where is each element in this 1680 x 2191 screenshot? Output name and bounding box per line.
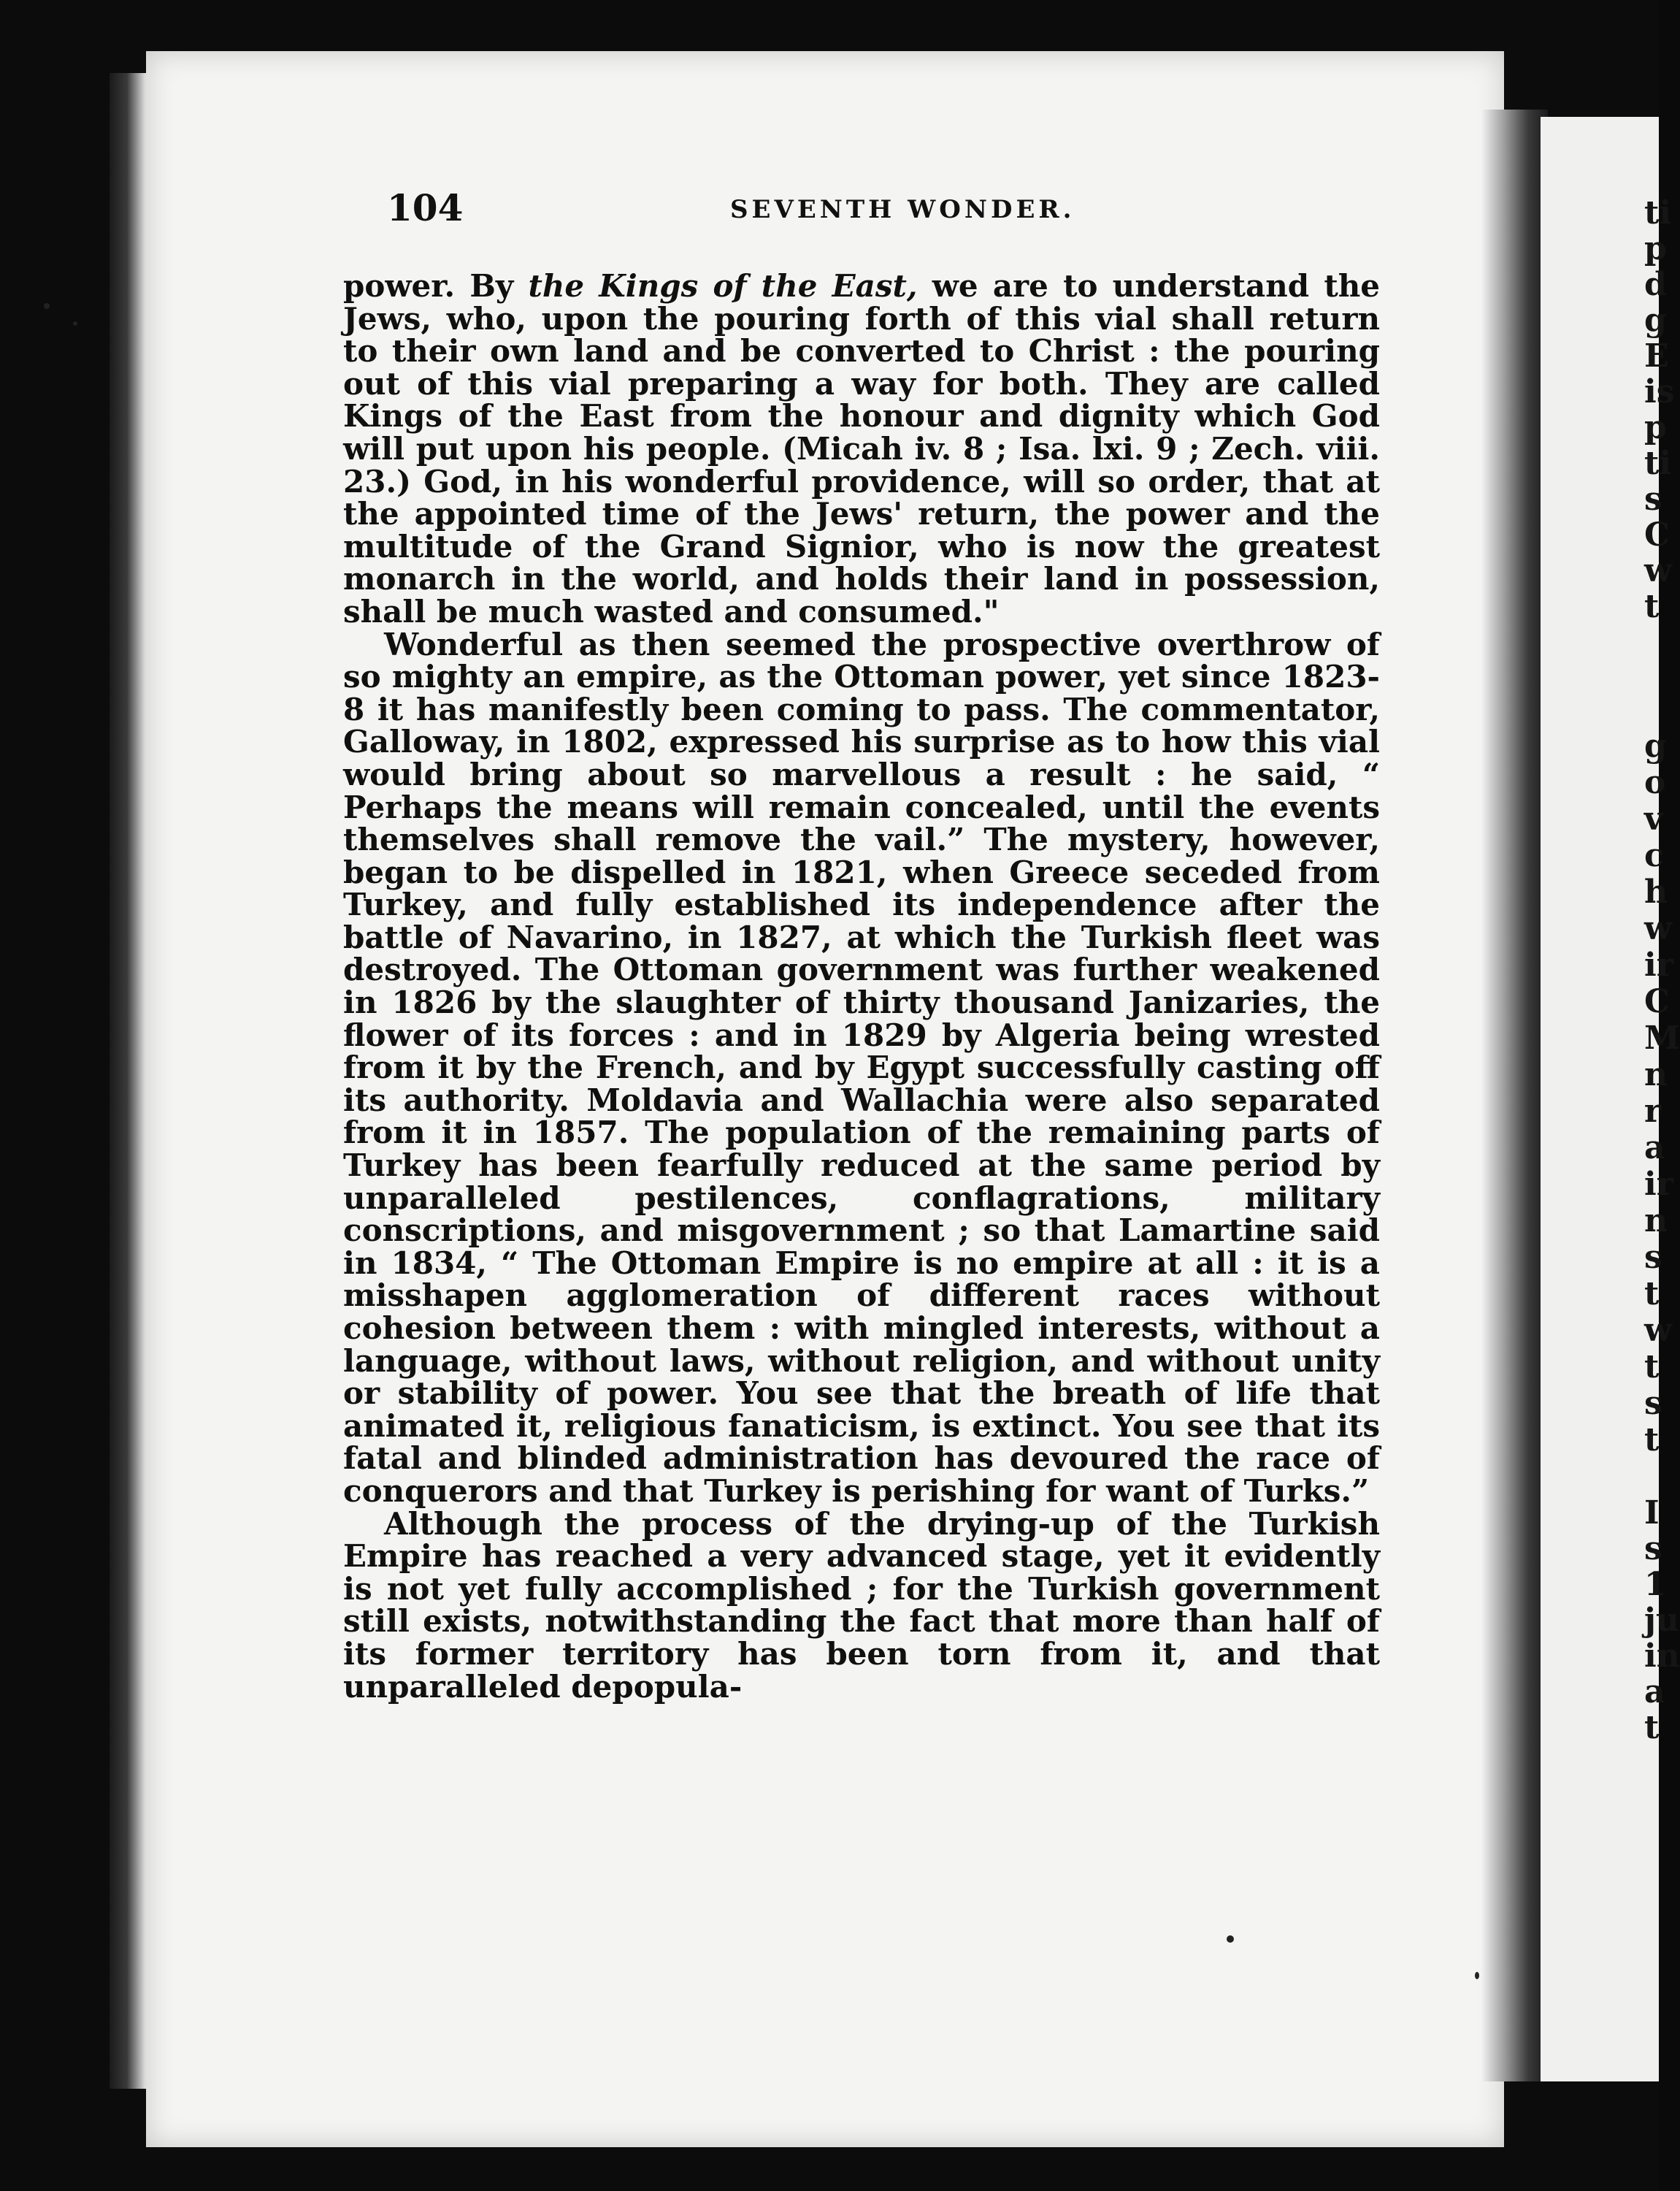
facing-page-fragment: I [1644,1494,1660,1532]
facing-page-fragment: is [1644,373,1675,410]
facing-page-fragment: t [1644,1348,1660,1385]
facing-page-fragment: C [1644,516,1671,554]
facing-page-edge [1541,117,1680,2081]
facing-page-fragment: g [1644,727,1667,765]
facing-page-fragment: ir [1644,947,1673,984]
scan-speck [73,321,77,326]
facing-page-fragment: t [1644,1275,1660,1312]
facing-page-fragment: s [1644,1239,1662,1276]
paragraph-3: Although the process of the drying-up of the Turkish Empire has reached a very advanced stage, yet it evidently is not yet fully accomplished ; for the Turkish government still exists, notwithstanding the fact that more than half of its former territory has been torn from it, and that unparalleled depopula- [343,1505,1380,1705]
facing-page-fragment: M [1644,1020,1680,1057]
scan-speck [1227,1935,1234,1943]
facing-page-fragment: in [1644,1637,1680,1675]
facing-page-fragment: a [1644,1673,1665,1710]
facing-page-fragment: d [1644,266,1667,303]
facing-page-fragment: ju [1644,1602,1679,1639]
scan-speck [44,303,50,309]
facing-page-fragment: ir [1644,1166,1673,1203]
scan-speck [1475,1972,1479,1979]
facing-page-fragment: a [1644,1129,1665,1166]
facing-page-fragment: n [1644,1056,1668,1093]
facing-page-fragment: w [1644,910,1672,947]
facing-page-fragment: 1 [1644,1566,1667,1603]
facing-page-fragment: w [1644,552,1672,589]
facing-page-fragment: s [1644,481,1662,518]
facing-page-fragment: c [1644,837,1664,874]
facing-page-fragment: p [1644,230,1667,267]
paragraph-2: Wonderful as then seemed the prospective overthrow of so mighty an empire, as the Ottoman power, yet since 1823-8 it has manifestly been coming to pass. The commentator, Galloway, in 1802, expressed his surprise as to how this vial would bring about so marvellous a result : he said, “ Perhaps the means will remain concealed, until the events themselves shall remove the vail.” The mystery, however, began to be dispelled in 1821, when Greece seceded from Turkey, and fully established its independence after the battle of Navarino, in 1827, at which the Turkish fleet was destroyed. The Ottoman government was further weakened in 1826 by the slaughter of thirty thousand Janizaries, the flower of its forces : and in 1829 by Algeria being wrested from it by the French, and by Egypt successfully casting off its authority. Moldavia and Wallachia were also separated from it in 1857. The population of the remaining parts of Turkey has been fearfully reduced at the same period by unparalleled pestilences, conflagrations, military conscriptions, and misgovernment ; so that Lamartine said in 1834, “ The Ottoman Empire is no empire at all : it is a misshapen agglomeration of different races without cohesion between them : with mingled interests, without a language, without laws, without religion, and without unity or stability of power. You see that the breath of life that animated it, religious fanaticism, is extinct. You see that its fatal and blinded administration has devoured the race of conquerors and that Turkey is perishing for want of Turks.” [343,626,1380,1509]
paragraph-1-lead: power. By [343,268,529,304]
facing-page-fragment: r [1644,1093,1662,1130]
facing-page-fragment: g [1644,302,1667,339]
facing-page-fragment: n [1644,1202,1668,1239]
facing-page-fragment: t [1644,588,1660,625]
facing-page-fragment: E [1644,337,1669,375]
facing-page-fragment: s [1644,1530,1662,1567]
book-gutter [1482,110,1548,2081]
facing-page-fragment: ti [1644,445,1672,482]
facing-page-fragment: o [1644,764,1666,801]
facing-page-fragment: C [1644,983,1671,1020]
paragraph-1 [343,270,1380,629]
facing-page-fragment: v [1644,800,1663,838]
facing-page-fragment: ti [1644,194,1672,232]
running-title: SEVENTH WONDER. [730,195,1075,224]
facing-page-fragment: p [1644,409,1667,446]
facing-page-fragment: w [1644,1312,1672,1349]
facing-page-fragment: s [1644,1385,1662,1422]
paragraph-1-rest: we are to understand the Jews, who, upon the pouring forth of this vial shall return to their own land and be converted to Christ : the pouring out of this vial preparing a way for both. They are called Kings of the East from the honour and dignity which God will put upon his people. (Micah iv. 8 ; Isa. lxi. 9 ; Zech. viii. 23.) God, in his wonderful providence, will so order, that at the appointed time of the Jews' return, the power and the multitude of the Grand Signior, who is now the greatest monarch in the world, and holds their land in possession, shall be much wasted and consumed." [343,268,1380,630]
page-number: 104 [387,186,464,229]
page-header [387,186,1468,237]
body-text [343,270,1380,1703]
facing-page-fragment: t [1644,1709,1660,1746]
facing-page-fragment: h [1644,873,1668,911]
italic-phrase: the Kings of the East, [528,268,918,304]
facing-page-fragment: t [1644,1421,1660,1458]
